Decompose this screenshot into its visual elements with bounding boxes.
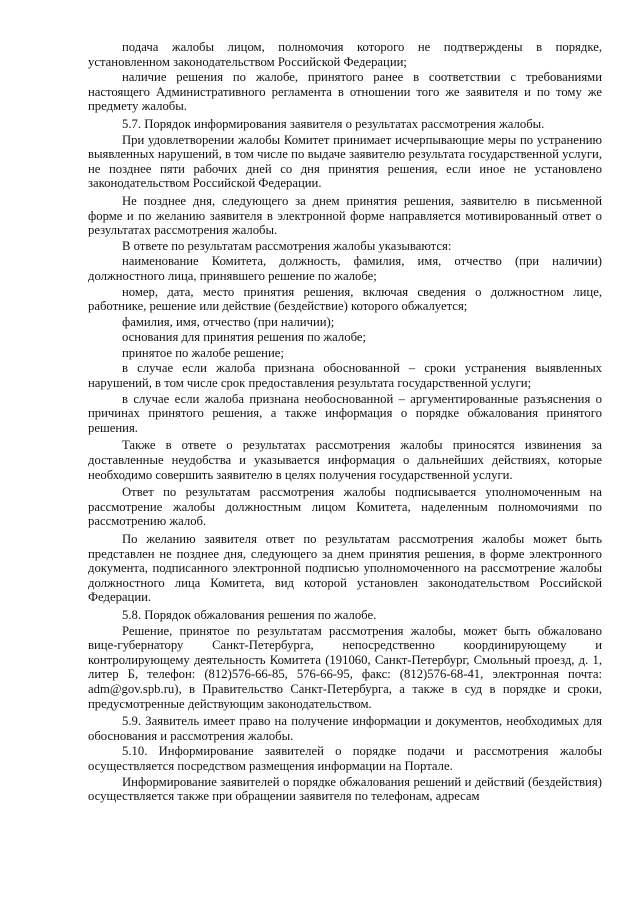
paragraph: Не позднее дня, следующего за днем принятия решения, заявителю в письменной форме и по желанию заявителя в электронной форме направляется мотивированный ответ о результатах рассмотрения жалобы.	[88, 193, 602, 238]
paragraph: При удовлетворении жалобы Комитет принимает исчерпывающие меры по устранению выявленных нарушений, в том числе по выдаче заявителю результата государственной услуги, не позднее пяти рабочих дней со дня принятия решения, если иное не установлено законодательством Российской Федерации.	[88, 132, 602, 191]
paragraph: Решение, принятое по результатам рассмотрения жалобы, может быть обжаловано вице-губернатору Санкт-Петербурга, непосредственно координирующему и контролирующему деятельность Комитета (191060, Санкт-Петербург, Смольный проезд, д. 1, литер Б, телефон: (812)576-66-85, 576-66-95, факс: (812)576-68-41, электронная почта: adm@gov.spb.ru), в Правительство Санкт-Петербурга, а также в суд в порядке и сроки, предусмотренные действующим законодательством.	[88, 623, 602, 711]
list-item: в случае если жалоба признана обоснованной – сроки устранения выявленных нарушений, в том числе срок предоставления результата государственной услуги;	[88, 361, 602, 391]
list-item: в случае если жалоба признана необоснованной – аргументированные разъяснения о причинах принятого решения, а также информация о порядке обжалования принятого решения.	[88, 391, 602, 435]
paragraph: В ответе по результатам рассмотрения жалобы указываются:	[122, 238, 452, 253]
paragraph: наличие решения по жалобе, принятого ранее в соответствии с требованиями настоящего Административного регламента в отношении того же заявителя и по тому же предмету жалобы.	[88, 70, 602, 114]
paragraph: Также в ответе о результатах рассмотрения жалобы приносятся извинения за доставленные неудобства и указывается информация о дальнейших действиях, которые необходимо совершить заявителю в целях получения государственной услуги.	[88, 438, 602, 482]
list-item: основания для принятия решения по жалобе;	[122, 330, 367, 345]
paragraph: Информирование заявителей о порядке обжалования решений и действий (бездействия) осуществляется также при обращении заявителя по телефонам, адресам	[88, 774, 602, 804]
paragraph: Ответ по результатам рассмотрения жалобы подписывается уполномоченным на рассмотрение жалобы должностным лицом Комитета, наделенным полномочиями по рассмотрению жалоб.	[88, 485, 602, 529]
list-item: принятое по жалобе решение;	[122, 345, 284, 360]
list-item: фамилия, имя, отчество (при наличии);	[122, 314, 335, 329]
paragraph: 5.9. Заявитель имеет право на получение информации и документов, необходимых для обоснования и рассмотрения жалобы.	[88, 714, 602, 743]
section-heading: 5.8. Порядок обжалования решения по жалобе.	[122, 607, 377, 622]
list-item: номер, дата, место принятия решения, включая сведения о должностном лице, работнике, решение или действие (бездействие) которого обжалуется;	[88, 284, 602, 314]
list-item: наименование Комитета, должность, фамилия, имя, отчество (при наличии) должностного лица, принявшего решение по жалобе;	[88, 254, 602, 283]
paragraph: 5.10. Информирование заявителей о порядке подачи и рассмотрения жалобы осуществляется посредством размещения информации на Портале.	[88, 744, 602, 773]
paragraph: По желанию заявителя ответ по результатам рассмотрения жалобы может быть представлен не позднее дня, следующего за днем принятия решения, в форме электронного документа, подписанного электронной подписью уполномоченного на рассмотрение жалобы должностного лица Комитета, вид которой установлен законодательством Российской Федерации.	[88, 532, 602, 605]
section-heading: 5.7. Порядок информирования заявителя о результатах рассмотрения жалобы.	[122, 116, 545, 131]
paragraph: подача жалобы лицом, полномочия которого не подтверждены в порядке, установленном законодательством Российской Федерации;	[88, 40, 602, 69]
document-body	[88, 40, 602, 805]
